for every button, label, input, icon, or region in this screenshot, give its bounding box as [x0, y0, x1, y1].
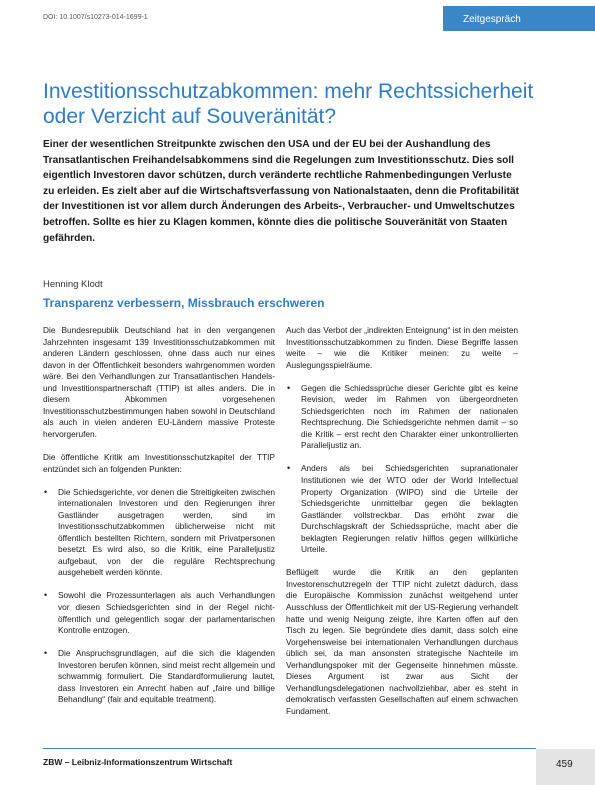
article-subtitle: Transparenz verbessern, Missbrauch erschweren — [43, 296, 325, 310]
paragraph: Beflügelt wurde die Kritik an den geplanten Investorenschutzregeln der TTIP nicht zuletzt dadurch, dass die Europäische Kommission zunächst weitgehend unter Ausschluss der Öffentlichkeit mit der US-Regierung verhandelt hatte und wenig Neigung zeigte, ihre Karten offen auf den Tisch zu legen. Sie begründete dies damit, dass solch eine Vorgehensweise bei internationalen Verhandlungen durchaus üblich sei, da man ansonsten strategische Nachteile im Verhandlungspoker mit der Gegenseite hinnehmen müsste. Dieses Argument ist zwar aus Sicht der Verhandlungsdelegationen nachvollziehbar, aber es steht in demokratisch verfassten Gesellschaften auf einem schwachen Fundament. — [286, 567, 518, 716]
page-number: 459 — [536, 749, 595, 785]
right-column — [286, 325, 518, 729]
list-item: • Sowohl die Prozessunterlagen als auch Verhandlungen vor diesen Schiedsgerichten sind in der Regel nicht-öffentlich und gelegentlich sogar der parlamentarischen Kontrolle entzogen. — [43, 590, 275, 636]
paragraph: Die öffentliche Kritik am Investitionsschutzkapitel der TTIP entzündet sich an folgenden Punkten: — [43, 451, 275, 474]
list-item: • Anders als bei Schiedsgerichten supranationaler Institutionen wie der WTO oder der World Intellectual Property Organization (WIPO) sind die Urteile der Schiedsgerichte unmittelbar gegen die beklagten Gastländer vollstreckbar. Das erhöht zwar die Durchschlagskraft der Schiedssprüche, macht aber die beklagten Regierungen relativ hilflos gegen willkürliche Urteile. — [286, 463, 518, 555]
paragraph: Auch das Verbot der „indirekten Enteignung“ ist in den meisten Investitionsschutzabkommen zu finden. Diese Begriffe lassen weite – wie die Kritiker meinen: zu weite – Auslegungsspielräume. — [286, 325, 518, 370]
author-name: Henning Klodt — [43, 279, 103, 290]
list-item: • Gegen die Schiedssprüche dieser Gerichte gibt es keine Revision, weder im Rahmen von übergeordneten Schiedsgerichten noch im Rahmen der nationalen Rechtsprechung. Die Schiedsgerichte nehmen damit – so die Kritik – erst recht den Charakter einer unkontrollierten Paralleljustiz an. — [286, 383, 518, 452]
section-tab: Zeitgespräch — [443, 6, 595, 31]
footer-divider — [43, 748, 536, 749]
footer-organization: ZBW – Leibniz-Informationszentrum Wirtschaft — [43, 757, 233, 767]
doi-label: DOI: 10.1007/s10273-014-1699-1 — [43, 14, 148, 21]
left-column — [43, 325, 275, 717]
list-item: • Die Anspruchsgrundlagen, auf die sich die klagenden Investoren berufen können, sind meist recht allgemein und schwammig formuliert. Die Standardformulierung lautet, dass Investoren ein Anrecht haben auf „faire und billige Behandlung“ (fair and equitable treatment). — [43, 648, 275, 706]
paragraph: Die Bundesrepublik Deutschland hat in den vergangenen Jahrzehnten insgesamt 139 Investitionsschutzabkommen mit anderen Ländern geschlossen, ohne dass auch nur eines davon in der Öffentlichkeit besonders wahrgenommen worden wäre. Bei den Verhandlungen zur Transatlantischen Handels- und Investitionspartnerschaft (TTIP) ist alles anders. Die in diesem Abkommen vorgesehenen Investitionsschutzbestimmungen haben sowohl in Deutschland als auch in vielen anderen EU-Ländern massive Proteste hervorgerufen. — [43, 325, 275, 439]
list-item: • Die Schiedsgerichte, vor denen die Streitigkeiten zwischen internationalen Investoren und den Regierungen ihrer Gastländer ausgetragen werden, sind im Investitionsschutzabkommen üblicherweise nicht mit öffentlich bestellten Richtern, sondern mit Privatpersonen besetzt. Es wird also, so die Kritik, eine Paralleljustiz aufgebaut, von der die reguläre Rechtsprechung ausgehebelt werden könnte. — [43, 487, 275, 579]
bullet-list — [43, 487, 275, 706]
article-lead: Einer der wesentlichen Streitpunkte zwischen den USA und der EU bei der Aushandlung des Transatlantischen Freihandelsabkommens sind die Regelungen zum Investitionsschutz. Dies soll eigentlich Investoren davor schützen, durch veränderte rechtliche Rahmenbedingungen Verluste zu erleiden. Es zielt aber auf die Wirtschaftsverfassung von Nationalstaaten, denn die Profitabilität der Investitionen ist vor allem durch Änderungen des Arbeits-, Verbraucher- und Umweltschutzes betroffen. Sollte es hier zu Klagen kommen, könnte dies die politische Souveränität von Staaten gefährden. — [43, 139, 519, 244]
bullet-list — [286, 383, 518, 556]
article-title: Investitionsschutzabkommen: mehr Rechtssicherheit oder Verzicht auf Souveränität? — [43, 80, 534, 128]
